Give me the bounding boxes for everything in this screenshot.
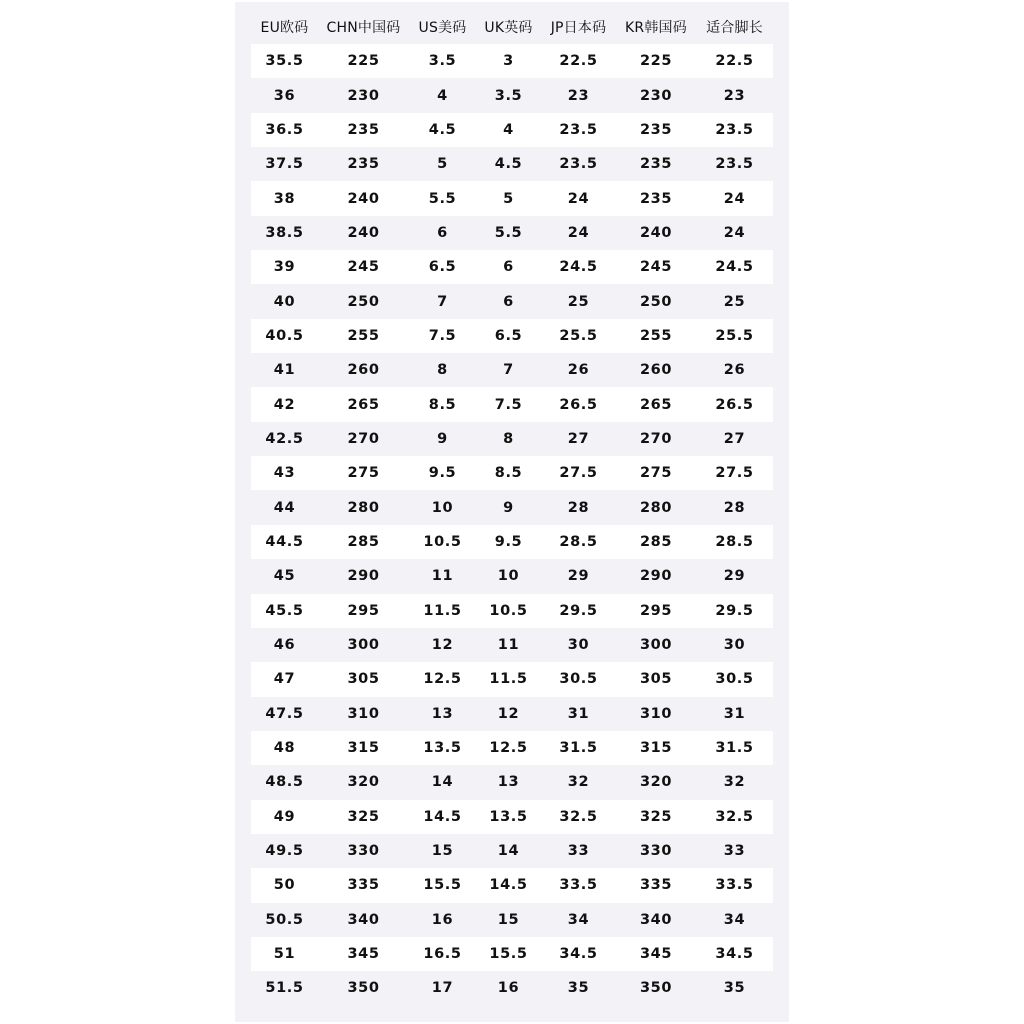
cell-eu: 48.5	[251, 765, 318, 799]
cell-jp: 25.5	[541, 319, 616, 353]
cell-us: 7.5	[409, 319, 476, 353]
cell-kr: 255	[616, 319, 696, 353]
cell-jp: 33.5	[541, 868, 616, 902]
cell-uk: 9.5	[476, 525, 541, 559]
table-row	[251, 387, 773, 421]
table-row	[251, 216, 773, 250]
cell-jp: 34	[541, 903, 616, 937]
cell-jp: 28.5	[541, 525, 616, 559]
cell-us: 4	[409, 78, 476, 112]
cell-jp: 27.5	[541, 456, 616, 490]
cell-jp: 24	[541, 216, 616, 250]
cell-chn: 255	[318, 319, 409, 353]
cell-foot-length: 27	[696, 422, 773, 456]
cell-us: 16	[409, 903, 476, 937]
cell-jp: 34.5	[541, 937, 616, 971]
table-row	[251, 559, 773, 593]
cell-jp: 24.5	[541, 250, 616, 284]
cell-us: 13.5	[409, 731, 476, 765]
cell-eu: 44	[251, 490, 318, 524]
cell-kr: 285	[616, 525, 696, 559]
cell-foot-length: 22.5	[696, 44, 773, 78]
cell-jp: 33	[541, 834, 616, 868]
cell-kr: 320	[616, 765, 696, 799]
cell-jp: 29	[541, 559, 616, 593]
cell-foot-length: 30.5	[696, 662, 773, 696]
table-body	[251, 44, 773, 1006]
cell-us: 8	[409, 353, 476, 387]
cell-foot-length: 33.5	[696, 868, 773, 902]
cell-eu: 44.5	[251, 525, 318, 559]
cell-eu: 38	[251, 181, 318, 215]
cell-kr: 275	[616, 456, 696, 490]
cell-foot-length: 25.5	[696, 319, 773, 353]
cell-kr: 310	[616, 697, 696, 731]
cell-chn: 275	[318, 456, 409, 490]
cell-foot-length: 32	[696, 765, 773, 799]
cell-eu: 45.5	[251, 594, 318, 628]
cell-uk: 13.5	[476, 800, 541, 834]
cell-kr: 290	[616, 559, 696, 593]
cell-jp: 23.5	[541, 113, 616, 147]
cell-us: 15	[409, 834, 476, 868]
cell-jp: 25	[541, 284, 616, 318]
cell-chn: 265	[318, 387, 409, 421]
cell-uk: 11.5	[476, 662, 541, 696]
cell-jp: 31	[541, 697, 616, 731]
cell-us: 6	[409, 216, 476, 250]
cell-us: 14	[409, 765, 476, 799]
table-row	[251, 800, 773, 834]
header-eu: EU欧码	[260, 20, 309, 36]
cell-foot-length: 26.5	[696, 387, 773, 421]
cell-us: 9.5	[409, 456, 476, 490]
cell-uk: 6.5	[476, 319, 541, 353]
shoe-size-table	[251, 10, 773, 1006]
cell-us: 3.5	[409, 44, 476, 78]
cell-uk: 3.5	[476, 78, 541, 112]
cell-us: 13	[409, 697, 476, 731]
cell-jp: 32.5	[541, 800, 616, 834]
cell-eu: 49.5	[251, 834, 318, 868]
cell-chn: 235	[318, 147, 409, 181]
table-row	[251, 594, 773, 628]
cell-eu: 36	[251, 78, 318, 112]
table-row	[251, 697, 773, 731]
table-row	[251, 662, 773, 696]
cell-eu: 35.5	[251, 44, 318, 78]
cell-foot-length: 25	[696, 284, 773, 318]
cell-chn: 350	[318, 971, 409, 1005]
cell-uk: 11	[476, 628, 541, 662]
cell-uk: 14	[476, 834, 541, 868]
cell-kr: 235	[616, 147, 696, 181]
cell-eu: 45	[251, 559, 318, 593]
table-row	[251, 78, 773, 112]
table-row	[251, 113, 773, 147]
cell-chn: 300	[318, 628, 409, 662]
cell-eu: 43	[251, 456, 318, 490]
cell-uk: 14.5	[476, 868, 541, 902]
table-row	[251, 937, 773, 971]
cell-foot-length: 34	[696, 903, 773, 937]
cell-uk: 10	[476, 559, 541, 593]
cell-kr: 345	[616, 937, 696, 971]
cell-us: 10.5	[409, 525, 476, 559]
cell-eu: 46	[251, 628, 318, 662]
cell-uk: 5	[476, 181, 541, 215]
cell-chn: 285	[318, 525, 409, 559]
cell-foot-length: 28	[696, 490, 773, 524]
table-row	[251, 353, 773, 387]
cell-kr: 250	[616, 284, 696, 318]
cell-foot-length: 33	[696, 834, 773, 868]
cell-eu: 47.5	[251, 697, 318, 731]
cell-chn: 240	[318, 216, 409, 250]
cell-foot-length: 29	[696, 559, 773, 593]
cell-uk: 16	[476, 971, 541, 1005]
table-row	[251, 903, 773, 937]
cell-jp: 22.5	[541, 44, 616, 78]
cell-us: 8.5	[409, 387, 476, 421]
cell-uk: 12.5	[476, 731, 541, 765]
cell-chn: 310	[318, 697, 409, 731]
cell-eu: 42.5	[251, 422, 318, 456]
cell-uk: 12	[476, 697, 541, 731]
cell-chn: 230	[318, 78, 409, 112]
cell-uk: 15.5	[476, 937, 541, 971]
cell-jp: 28	[541, 490, 616, 524]
cell-jp: 23.5	[541, 147, 616, 181]
cell-foot-length: 24	[696, 216, 773, 250]
cell-kr: 340	[616, 903, 696, 937]
cell-chn: 260	[318, 353, 409, 387]
table-row	[251, 456, 773, 490]
cell-kr: 230	[616, 78, 696, 112]
table-row	[251, 765, 773, 799]
cell-eu: 51.5	[251, 971, 318, 1005]
cell-kr: 335	[616, 868, 696, 902]
cell-kr: 265	[616, 387, 696, 421]
cell-chn: 290	[318, 559, 409, 593]
cell-chn: 320	[318, 765, 409, 799]
cell-chn: 240	[318, 181, 409, 215]
header-foot-length: 适合脚长	[706, 20, 763, 36]
table-row	[251, 319, 773, 353]
cell-us: 12	[409, 628, 476, 662]
cell-foot-length: 34.5	[696, 937, 773, 971]
cell-eu: 51	[251, 937, 318, 971]
cell-chn: 345	[318, 937, 409, 971]
table-row	[251, 628, 773, 662]
cell-eu: 39	[251, 250, 318, 284]
cell-uk: 6	[476, 250, 541, 284]
cell-foot-length: 28.5	[696, 525, 773, 559]
cell-chn: 280	[318, 490, 409, 524]
cell-foot-length: 26	[696, 353, 773, 387]
cell-us: 14.5	[409, 800, 476, 834]
table-header	[251, 10, 773, 44]
cell-uk: 6	[476, 284, 541, 318]
cell-kr: 350	[616, 971, 696, 1005]
cell-eu: 37.5	[251, 147, 318, 181]
table-row	[251, 284, 773, 318]
cell-jp: 26.5	[541, 387, 616, 421]
table-row	[251, 44, 773, 78]
cell-uk: 7	[476, 353, 541, 387]
cell-us: 16.5	[409, 937, 476, 971]
cell-chn: 235	[318, 113, 409, 147]
cell-eu: 48	[251, 731, 318, 765]
cell-kr: 295	[616, 594, 696, 628]
cell-eu: 42	[251, 387, 318, 421]
table-row	[251, 525, 773, 559]
cell-us: 11	[409, 559, 476, 593]
cell-kr: 240	[616, 216, 696, 250]
table-row	[251, 422, 773, 456]
cell-chn: 245	[318, 250, 409, 284]
header-row	[251, 10, 773, 44]
table-row	[251, 731, 773, 765]
cell-jp: 30	[541, 628, 616, 662]
cell-eu: 40	[251, 284, 318, 318]
cell-jp: 27	[541, 422, 616, 456]
table-row	[251, 868, 773, 902]
cell-foot-length: 23.5	[696, 113, 773, 147]
cell-kr: 270	[616, 422, 696, 456]
cell-uk: 4.5	[476, 147, 541, 181]
cell-uk: 3	[476, 44, 541, 78]
header-chn: CHN中国码	[326, 20, 401, 36]
cell-jp: 32	[541, 765, 616, 799]
table-row	[251, 834, 773, 868]
cell-eu: 50	[251, 868, 318, 902]
cell-chn: 340	[318, 903, 409, 937]
cell-uk: 8.5	[476, 456, 541, 490]
cell-chn: 270	[318, 422, 409, 456]
cell-kr: 225	[616, 44, 696, 78]
cell-uk: 8	[476, 422, 541, 456]
cell-foot-length: 31.5	[696, 731, 773, 765]
cell-us: 9	[409, 422, 476, 456]
cell-us: 15.5	[409, 868, 476, 902]
cell-us: 5	[409, 147, 476, 181]
cell-eu: 49	[251, 800, 318, 834]
cell-jp: 30.5	[541, 662, 616, 696]
cell-chn: 295	[318, 594, 409, 628]
cell-chn: 325	[318, 800, 409, 834]
header-jp: JP日本码	[550, 20, 607, 36]
cell-kr: 235	[616, 113, 696, 147]
cell-uk: 10.5	[476, 594, 541, 628]
header-kr: KR韩国码	[625, 20, 687, 36]
cell-jp: 29.5	[541, 594, 616, 628]
cell-chn: 315	[318, 731, 409, 765]
cell-foot-length: 31	[696, 697, 773, 731]
cell-foot-length: 24.5	[696, 250, 773, 284]
cell-foot-length: 23	[696, 78, 773, 112]
cell-chn: 335	[318, 868, 409, 902]
table-row	[251, 490, 773, 524]
cell-kr: 305	[616, 662, 696, 696]
cell-us: 12.5	[409, 662, 476, 696]
cell-uk: 7.5	[476, 387, 541, 421]
cell-us: 17	[409, 971, 476, 1005]
table-row	[251, 147, 773, 181]
cell-eu: 47	[251, 662, 318, 696]
table-row	[251, 971, 773, 1005]
cell-us: 5.5	[409, 181, 476, 215]
cell-eu: 36.5	[251, 113, 318, 147]
cell-kr: 315	[616, 731, 696, 765]
header-uk: UK英码	[484, 20, 533, 36]
header-us: US美码	[418, 20, 467, 36]
cell-us: 6.5	[409, 250, 476, 284]
cell-kr: 280	[616, 490, 696, 524]
cell-uk: 5.5	[476, 216, 541, 250]
cell-us: 11.5	[409, 594, 476, 628]
cell-foot-length: 27.5	[696, 456, 773, 490]
cell-uk: 13	[476, 765, 541, 799]
cell-foot-length: 23.5	[696, 147, 773, 181]
cell-uk: 15	[476, 903, 541, 937]
cell-uk: 9	[476, 490, 541, 524]
cell-jp: 26	[541, 353, 616, 387]
cell-kr: 300	[616, 628, 696, 662]
cell-jp: 35	[541, 971, 616, 1005]
cell-foot-length: 32.5	[696, 800, 773, 834]
cell-chn: 330	[318, 834, 409, 868]
cell-jp: 23	[541, 78, 616, 112]
cell-kr: 235	[616, 181, 696, 215]
cell-eu: 38.5	[251, 216, 318, 250]
cell-uk: 4	[476, 113, 541, 147]
cell-chn: 225	[318, 44, 409, 78]
cell-chn: 250	[318, 284, 409, 318]
table-row	[251, 250, 773, 284]
cell-us: 7	[409, 284, 476, 318]
cell-kr: 260	[616, 353, 696, 387]
cell-kr: 325	[616, 800, 696, 834]
cell-us: 10	[409, 490, 476, 524]
cell-foot-length: 29.5	[696, 594, 773, 628]
cell-eu: 40.5	[251, 319, 318, 353]
cell-chn: 305	[318, 662, 409, 696]
cell-jp: 31.5	[541, 731, 616, 765]
cell-jp: 24	[541, 181, 616, 215]
cell-eu: 50.5	[251, 903, 318, 937]
cell-foot-length: 35	[696, 971, 773, 1005]
table-row	[251, 181, 773, 215]
cell-kr: 245	[616, 250, 696, 284]
cell-us: 4.5	[409, 113, 476, 147]
cell-kr: 330	[616, 834, 696, 868]
cell-eu: 41	[251, 353, 318, 387]
cell-foot-length: 30	[696, 628, 773, 662]
cell-foot-length: 24	[696, 181, 773, 215]
